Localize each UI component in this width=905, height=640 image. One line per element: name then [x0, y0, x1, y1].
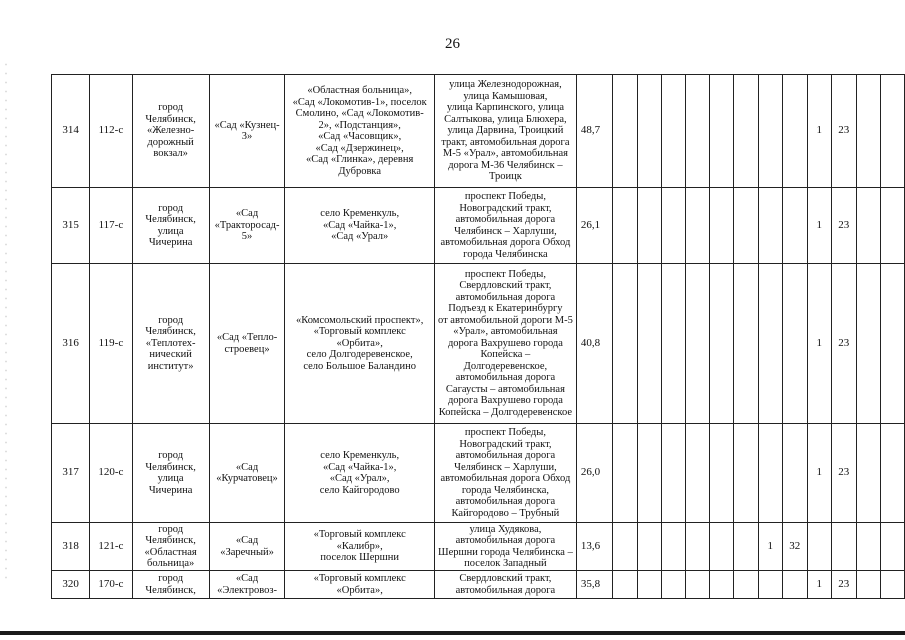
intermediate-stops: село Кременкуль, «Сад «Чайка-1», «Сад «Урал», село Кайгородово [285, 424, 435, 523]
streets-and-roads: проспект Победы, Новоградский тракт, автомобильная дорога Челябинск – Харлуши, автомобильная дорога Обход города Челябинска, автомобильная дорога Кайгородово – Трубный [434, 424, 576, 523]
col-k [856, 571, 880, 599]
col-g [758, 571, 782, 599]
end-point: «Сад «Тракторосад- 5» [209, 188, 285, 264]
route-number: 117-с [90, 188, 132, 264]
col-d [686, 75, 710, 188]
col-a [613, 571, 637, 599]
col-f [734, 264, 758, 424]
route-length: 26,1 [576, 188, 613, 264]
col-j: 23 [831, 424, 856, 523]
route-number: 112-с [90, 75, 132, 188]
col-g [758, 264, 782, 424]
col-d [686, 188, 710, 264]
col-a [613, 523, 637, 571]
route-number: 119-с [90, 264, 132, 424]
col-i: 1 [807, 188, 831, 264]
col-j: 23 [831, 75, 856, 188]
col-j [831, 523, 856, 571]
col-l [880, 523, 904, 571]
table-row [52, 75, 905, 188]
intermediate-stops: «Областная больница», «Сад «Локомотив-1», поселок Смолино, «Сад «Локомотив- 2», «Подстанция», «Сад «Часовщик», «Сад «Дзержинец», «Сад «Глинка», деревня Дубровка [285, 75, 435, 188]
col-h: 32 [782, 523, 807, 571]
row-number: 317 [52, 424, 90, 523]
col-b [637, 571, 661, 599]
col-d [686, 424, 710, 523]
col-c [661, 188, 685, 264]
col-k [856, 523, 880, 571]
route-length: 26,0 [576, 424, 613, 523]
col-i: 1 [807, 75, 831, 188]
col-i: 1 [807, 571, 831, 599]
col-h [782, 75, 807, 188]
end-point: «Сад «Электровоз- [209, 571, 285, 599]
col-i: 1 [807, 264, 831, 424]
page-number: 26 [445, 36, 460, 52]
table-row [52, 523, 905, 571]
col-h [782, 424, 807, 523]
end-point: «Сад «Заречный» [209, 523, 285, 571]
streets-and-roads: Свердловский тракт, автомобильная дорога [434, 571, 576, 599]
end-point: «Сад «Курчатовец» [209, 424, 285, 523]
intermediate-stops: «Комсомольский проспект», «Торговый комплекс «Орбита», село Долгодеревенское, село Большое Баландино [285, 264, 435, 424]
col-c [661, 75, 685, 188]
streets-and-roads: улица Худякова, автомобильная дорога Шершни города Челябинска – поселок Западный [434, 523, 576, 571]
col-b [637, 523, 661, 571]
row-number: 318 [52, 523, 90, 571]
start-point: город Челябинск, «Областная больница» [132, 523, 209, 571]
route-length: 48,7 [576, 75, 613, 188]
col-j: 23 [831, 188, 856, 264]
end-point: «Сад «Тепло- строевец» [209, 264, 285, 424]
col-k [856, 264, 880, 424]
col-c [661, 424, 685, 523]
col-l [880, 264, 904, 424]
end-point: «Сад «Кузнец- 3» [209, 75, 285, 188]
col-j: 23 [831, 264, 856, 424]
col-k [856, 75, 880, 188]
col-h [782, 188, 807, 264]
col-d [686, 523, 710, 571]
col-c [661, 523, 685, 571]
col-k [856, 188, 880, 264]
streets-and-roads: проспект Победы, Новоградский тракт, автомобильная дорога Челябинск – Харлуши, автомобильная дорога Обход города Челябинска [434, 188, 576, 264]
col-l [880, 571, 904, 599]
col-c [661, 571, 685, 599]
intermediate-stops: село Кременкуль, «Сад «Чайка-1», «Сад «Урал» [285, 188, 435, 264]
col-b [637, 424, 661, 523]
col-a [613, 424, 637, 523]
col-a [613, 75, 637, 188]
intermediate-stops: «Торговый комплекс «Калибр», поселок Шершни [285, 523, 435, 571]
col-e [710, 424, 734, 523]
col-d [686, 264, 710, 424]
route-number: 120-с [90, 424, 132, 523]
start-point: город Челябинск, «Железно- дорожный вокзал» [132, 75, 209, 188]
col-l [880, 188, 904, 264]
col-a [613, 188, 637, 264]
col-g: 1 [758, 523, 782, 571]
col-l [880, 424, 904, 523]
col-a [613, 264, 637, 424]
col-e [710, 188, 734, 264]
col-k [856, 424, 880, 523]
col-e [710, 264, 734, 424]
intermediate-stops: «Торговый комплекс «Орбита», [285, 571, 435, 599]
table-row [52, 264, 905, 424]
start-point: город Челябинск, [132, 571, 209, 599]
row-number: 314 [52, 75, 90, 188]
col-l [880, 75, 904, 188]
col-g [758, 75, 782, 188]
routes-table-body [52, 75, 905, 599]
route-length: 40,8 [576, 264, 613, 424]
row-number: 320 [52, 571, 90, 599]
table-row [52, 424, 905, 523]
col-e [710, 523, 734, 571]
scan-bottom-edge [0, 631, 905, 635]
col-b [637, 75, 661, 188]
start-point: город Челябинск, «Теплотех- нический институт» [132, 264, 209, 424]
col-c [661, 264, 685, 424]
col-b [637, 188, 661, 264]
col-f [734, 424, 758, 523]
col-d [686, 571, 710, 599]
streets-and-roads: улица Железнодорожная, улица Камышовая, улица Карпинского, улица Салтыкова, улица Блюхера, улица Дарвина, Троицкий тракт, автомобильная дорога М-5 «Урал», автомобильная дорога М-36 Челябинск – Троицк [434, 75, 576, 188]
scan-margin-specks [4, 60, 8, 580]
col-j: 23 [831, 571, 856, 599]
route-length: 13,6 [576, 523, 613, 571]
start-point: город Челябинск, улица Чичерина [132, 424, 209, 523]
route-length: 35,8 [576, 571, 613, 599]
col-i: 1 [807, 424, 831, 523]
table-row [52, 188, 905, 264]
col-e [710, 75, 734, 188]
table-row [52, 571, 905, 599]
start-point: город Челябинск, улица Чичерина [132, 188, 209, 264]
route-number: 170-с [90, 571, 132, 599]
route-number: 121-с [90, 523, 132, 571]
col-b [637, 264, 661, 424]
col-i [807, 523, 831, 571]
col-g [758, 424, 782, 523]
col-h [782, 571, 807, 599]
col-g [758, 188, 782, 264]
col-f [734, 523, 758, 571]
col-e [710, 571, 734, 599]
streets-and-roads: проспект Победы, Свердловский тракт, автомобильная дорога Подъезд к Екатеринбургу от автомобильной дороги М-5 «Урал», автомобильная дорога Вахрушево города Копейска – Долгодеревенское, автомобильная дорога Сагаусты – автомобильная дорога Вахрушево города Копейска – Долгодеревенское [434, 264, 576, 424]
col-h [782, 264, 807, 424]
row-number: 315 [52, 188, 90, 264]
row-number: 316 [52, 264, 90, 424]
col-f [734, 75, 758, 188]
routes-table [51, 74, 905, 599]
col-f [734, 188, 758, 264]
col-f [734, 571, 758, 599]
